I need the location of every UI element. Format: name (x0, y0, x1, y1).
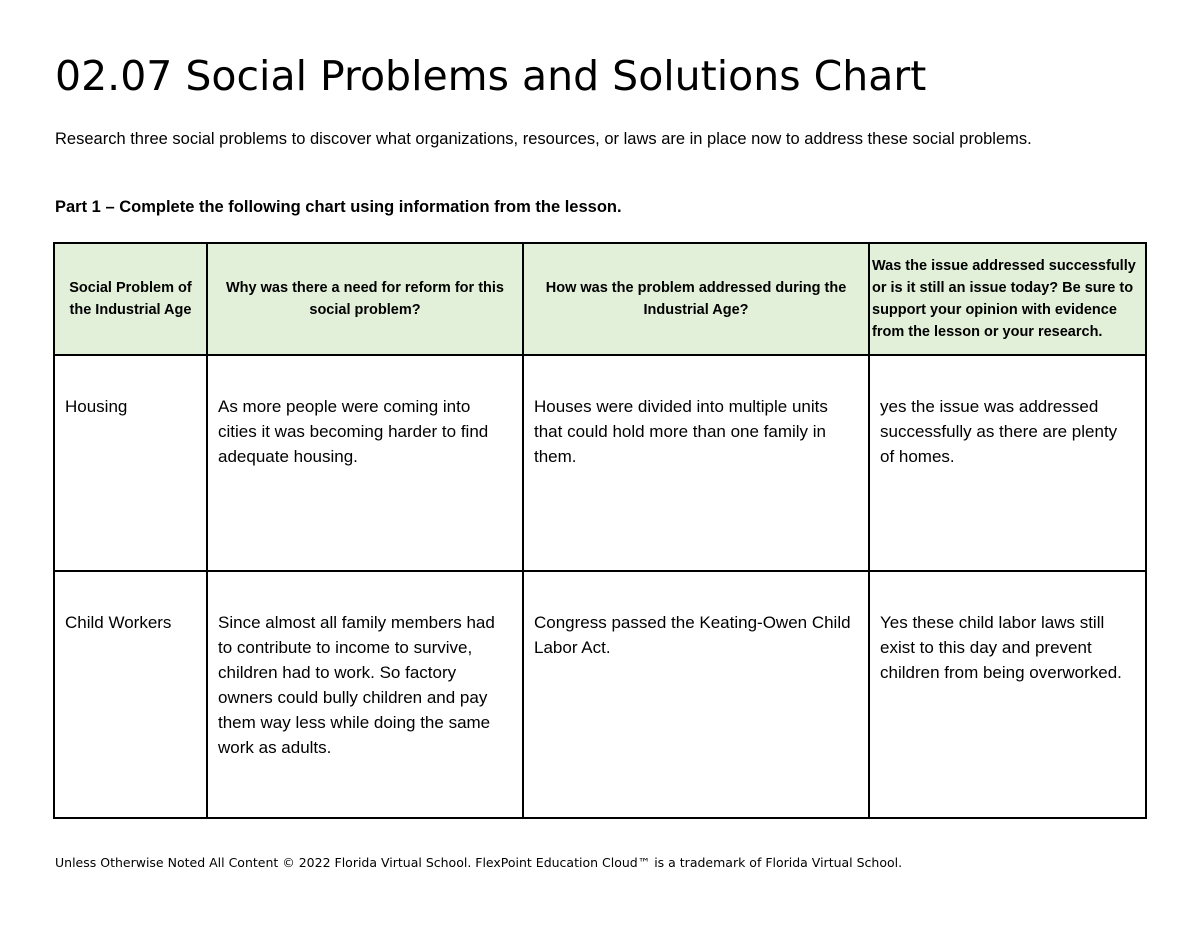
cell-need-for-reform: As more people were coming into cities it was becoming harder to find adequate housing. (207, 355, 523, 571)
page-title: 02.07 Social Problems and Solutions Chart (55, 52, 927, 100)
copyright-footer: Unless Otherwise Noted All Content © 2022 Florida Virtual School. FlexPoint Education Cloud™ is a trademark of Florida Virtual School. (55, 855, 903, 870)
header-need-for-reform: Why was there a need for reform for this social problem? (207, 243, 523, 355)
table-header-row (54, 243, 1146, 355)
cell-need-for-reform: Since almost all family members had to contribute to income to survive, children had to work. So factory owners could bully children and pay them way less while doing the same work as adults. (207, 571, 523, 818)
cell-how-addressed: Congress passed the Keating-Owen Child Labor Act. (523, 571, 869, 818)
cell-how-addressed: Houses were divided into multiple units that could hold more than one family in them. (523, 355, 869, 571)
header-addressed-successfully: Was the issue addressed successfully or is it still an issue today? Be sure to support your opinion with evidence from the lesson or your research. (869, 243, 1146, 355)
part-heading: Part 1 – Complete the following chart using information from the lesson. (55, 198, 622, 216)
social-problems-table (53, 242, 1147, 819)
header-social-problem: Social Problem of the Industrial Age (54, 243, 207, 355)
cell-addressed-successfully: yes the issue was addressed successfully as there are plenty of homes. (869, 355, 1146, 571)
header-how-addressed: How was the problem addressed during the Industrial Age? (523, 243, 869, 355)
cell-addressed-successfully: Yes these child labor laws still exist to this day and prevent children from being overworked. (869, 571, 1146, 818)
table-row (54, 355, 1146, 571)
intro-paragraph: Research three social problems to discover what organizations, resources, or laws are in place now to address these social problems. (55, 130, 1032, 148)
cell-social-problem: Child Workers (54, 571, 207, 818)
cell-social-problem: Housing (54, 355, 207, 571)
table-row (54, 571, 1146, 818)
